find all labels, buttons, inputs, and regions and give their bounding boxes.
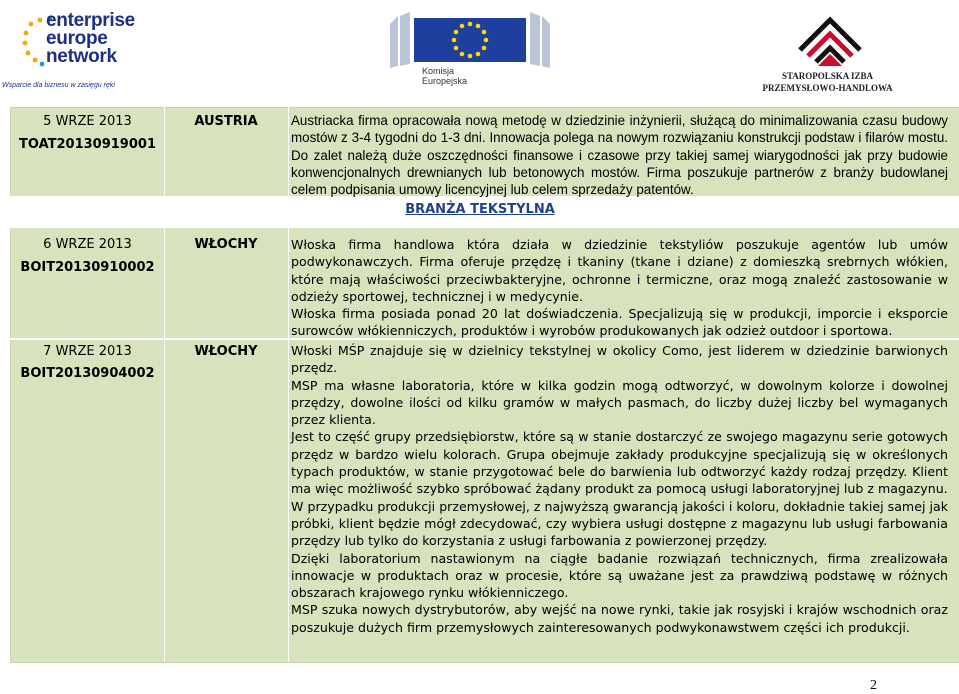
description-paragraph: Austriacka firma opracowała nową metodę w dziedzinie inżynierii, służącą do minimalizowania czasu budowy mostów z 3-4 tygodni do 1-3 dni. Innowacja polega na nowym rozwiązaniu konstrukcji podstaw i filarów mostu. Do zalet należą duże oszczędności finansowe i czasowe przy takiej samej wiarygodności jak przy budowie konwencjonalnych drewnianych lub betonowych mostów. Firma poszukuje partnerów z branży budowlanej celem podpisania umowy licencyjnej lub celem sprzedaży patentów. (291, 113, 948, 198)
description-paragraph: Włoska firma handlowa która działa w dziedzinie tekstyliów poszukuje agentów lub umów podwykonawczych. Firma oferuje przędzę i tkaniny (tkane i dziane) z domieszką srebrnych włókien, które mają właściwości przeciwbakteryjne, ochronne i termiczne, oraz mogą znaleźć zastosowanie w odzieży sportowej, technicznej i w medycynie. (291, 237, 948, 304)
row-country: WŁOCHY (194, 344, 258, 359)
description-paragraph: W przypadku produkcji przemysłowej, z najwyższą gwarancją jakości i koloru, dokładnie takiej samej jak próbki, klient będzie mógł zdecydować, czy wybiera usługi dostępne z magazynu lub usługi farbowania przędzy lub tylko do korzystania z usługi farbowania z powierzonej przędzy. (291, 498, 948, 549)
een-line-1: enterprise (46, 10, 135, 31)
row-description (291, 342, 948, 636)
column-divider (288, 107, 289, 662)
section-title: BRANŻA TEKSTYLNA (405, 202, 555, 217)
row-code: TOAT20130919001 (19, 137, 156, 152)
eu-building-icon (380, 10, 560, 96)
row-code: BOIT20130910002 (20, 260, 155, 275)
eu-logo-line-2: Europejska (422, 76, 468, 86)
column-divider (164, 107, 165, 662)
row-date: 5 WRZE 2013 (43, 114, 132, 129)
description-paragraph: Włoski MŚP znajduje się w dzielnicy tekstylnej w okolicy Como, jest liderem w dziedzinie barwionych przędz. (291, 343, 948, 376)
description-paragraph: Jest to część grupy przedsiębiorstw, które są w stanie dostarczyć ze swojego magazynu serie gotowych przędz w bardzo wielu kolorach. Grupa obejmuje zakłady produkcyjne specjalizują się w określonych typach produktów, w stanie przygotować bele do barwienia lub odtworzyć każdy rodzaj przędzy. Klient ma więc możliwość szybko spróbować żądany produkt za pomocą usługi laboratoryjnej lub z magazynu. (291, 429, 948, 497)
description-paragraph: MSP ma własne laboratoria, które w kilka godzin mogą odtworzyć, w dowolnym kolorze i dowolnej przędzy, dowolne ilości od kilku gramów w małych pasmach, do liczby dużej liczby bel wymaganych przez klienta. (291, 377, 948, 428)
row-date: 6 WRZE 2013 (43, 237, 132, 252)
eu-logo-line-1: Komisja (422, 66, 455, 76)
description-paragraph: Włoska firma posiada ponad 20 lat doświadczenia. Specjalizują się w produkcji, imporcie i eksporcie surowców włókienniczych, produktów i wyrobów produkowanych jak odzież outdoor i sportowa. (291, 306, 948, 339)
chamber-line-1: STAROPOLSKA IZBA (781, 71, 874, 81)
een-tagline: Wsparcie dla biznesu w zasięgu ręki (2, 82, 115, 89)
description-paragraph: Dzięki laboratorium nastawionym na ciągłe badanie rozwiązań technicznych, firma zrealizowała innowacje w produktach oraz w procesie, które są uważane jest za prawdziwą podstawę w różnych obszarach krajowego rynku włókienniczego. (291, 550, 948, 601)
row-date: 7 WRZE 2013 (43, 344, 132, 359)
row-description (291, 236, 948, 340)
chamber-line-2: PRZEMYSŁOWO-HANDLOWA (762, 83, 893, 93)
row-description (291, 112, 948, 198)
row-country: WŁOCHY (194, 237, 258, 252)
een-line-3: network (46, 46, 117, 67)
row-country: AUSTRIA (194, 114, 258, 129)
een-line-2: europe (46, 28, 108, 49)
page-number: 2 (870, 678, 877, 693)
row-code: BOIT20130904002 (20, 366, 155, 381)
description-paragraph: MSP szuka nowych dystrybutorów, aby wejść na nowe rynki, takie jak rosyjski i krajów wschodnich oraz poszukuje dużych firm przemysłowych zainteresowanych podwykonawstwem części ich produkcji. (291, 602, 948, 635)
